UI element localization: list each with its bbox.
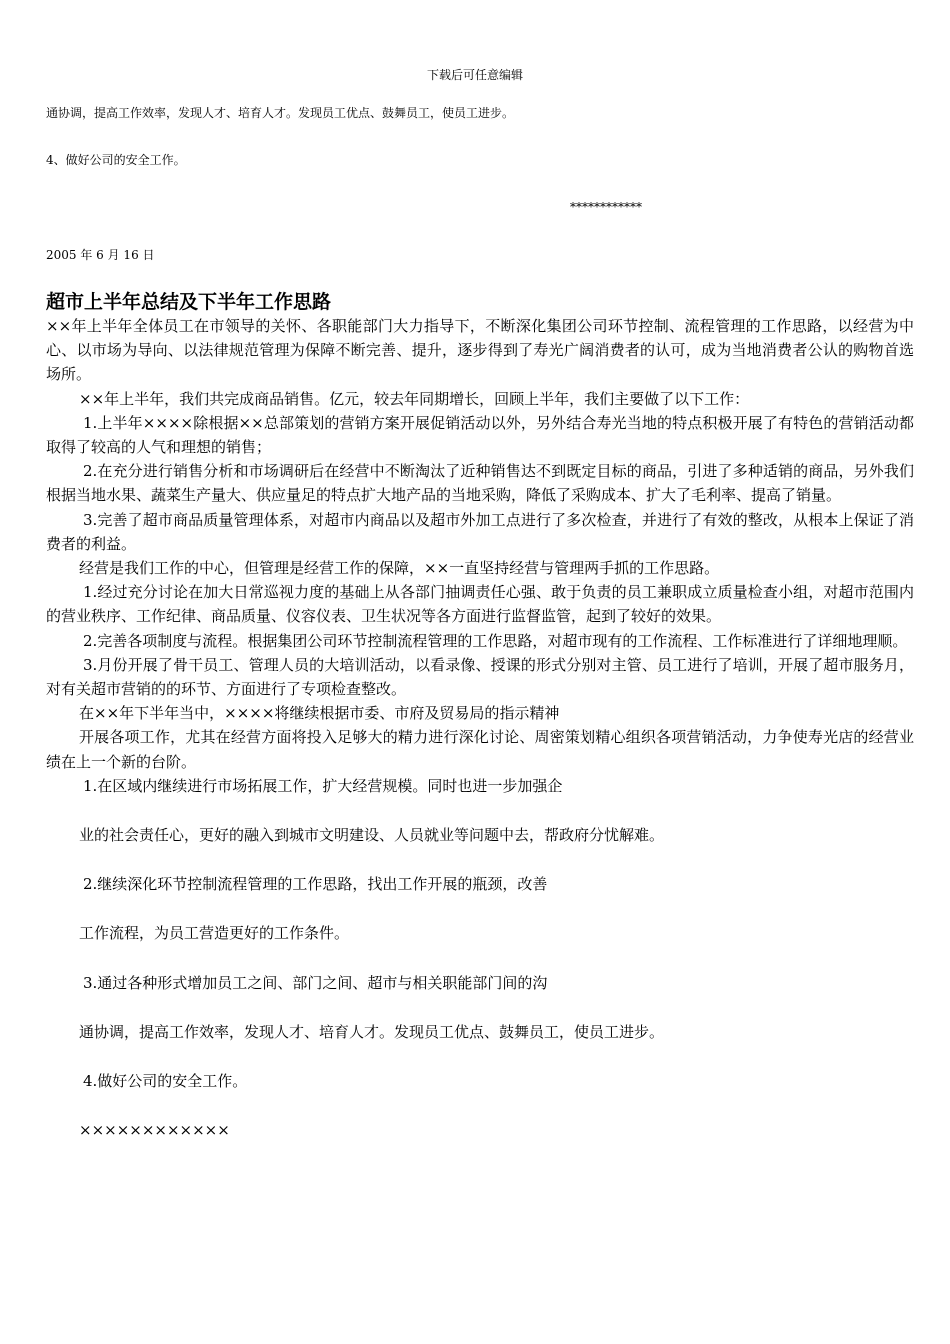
paragraph: 开展各项工作，尤其在经营方面将投入足够大的精力进行深化讨论、周密策划精心组织各项营销活动，力争使寿光店的经营业绩在上一个新的台阶。 (46, 728, 914, 771)
paragraph: 经营是我们工作的中心，但管理是经营工作的保障，××一直坚持经营与管理两手抓的工作思路。 (79, 559, 720, 578)
paragraph: ××年上半年，我们共完成商品销售。亿元，较去年同期增长，回顾上半年，我们主要做了以下工作： (79, 389, 750, 408)
paragraph: 1.经过充分讨论在加大日常巡视力度的基础上从各部门抽调责任心强、敢于负责的员工兼职成立质量检查小组，对超市范围内的营业秩序、工作纪律、商品质量、仪容仪表、卫生状况等各方面进行监督监管，起到了较好的效果。 (46, 583, 914, 626)
document-body (46, 314, 914, 1142)
paragraph: 3.完善了超市商品质量管理体系，对超市内商品以及超市外加工点进行了多次检查，并进行了有效的整改，从根本上保证了消费者的利益。 (46, 510, 914, 553)
paragraph: ×××××××××××× (79, 1121, 230, 1140)
paragraph: 2.完善各项制度与流程。根据集团公司环节控制流程管理的工作思路，对超市现有的工作流程、工作标准进行了详细地理顺。 (83, 631, 908, 650)
paragraph: 通协调，提高工作效率，发现人才、培育人才。发现员工优点、鼓舞员工，使员工进步。 (79, 1022, 665, 1041)
paragraph: 2.在充分进行销售分析和市场调研后在经营中不断淘汰了近种销售达不到既定目标的商品，引进了多种适销的商品，另外我们根据当地水果、蔬菜生产量大、供应量足的特点扩大地产品的当地采购，降低了采购成本、扩大了毛利率、提高了销量。 (46, 462, 914, 505)
page-header: 下载后可任意编辑 (426, 68, 523, 82)
paragraph: 1.上半年××××除根据××总部策划的营销方案开展促销活动以外，另外结合寿光当地的特点积极开展了有特色的营销活动都取得了较高的人气和理想的销售； (46, 413, 914, 457)
paragraph: 1.在区域内继续进行市场拓展工作，扩大经营规模。同时也进一步加强企 (83, 776, 563, 795)
date: 2005 年 6 月 16 日 (46, 248, 155, 262)
top-line-2: 4、做好公司的安全工作。 (46, 153, 186, 167)
paragraph: 业的社会责任心，更好的融入到城市文明建设、人员就业等问题中去，帮政府分忧解难。 (79, 826, 665, 845)
paragraph: 4.做好公司的安全工作。 (83, 1072, 248, 1091)
document-title: 超市上半年总结及下半年工作思路 (46, 291, 332, 313)
paragraph: 3.通过各种形式增加员工之间、部门之间、超市与相关职能部门间的沟 (83, 973, 548, 992)
paragraph: 2.继续深化环节控制流程管理的工作思路，找出工作开展的瓶颈，改善 (83, 875, 548, 894)
top-line-1: 通协调，提高工作效率，发现人才、培育人才。发现员工优点、鼓舞员工，使员工进步。 (46, 106, 515, 120)
paragraph: ××年上半年全体员工在市领导的关怀、各职能部门大力指导下，不断深化集团公司环节控制、流程管理的工作思路，以经营为中心、以市场为导向、以法律规范管理为保障不断完善、提升，逐步得到了寿光广阔消费者的认可，成为当地消费者公认的购物首选场所。 (46, 317, 914, 384)
paragraph: 3.月份开展了骨干员工、管理人员的大培训活动，以看录像、授课的形式分别对主管、员工进行了培训，开展了超市服务月，对有关超市营销的的环节、方面进行了专项检查整改。 (46, 655, 914, 699)
paragraph: 工作流程，为员工营造更好的工作条件。 (79, 924, 350, 943)
paragraph: 在××年下半年当中，××××将继续根据市委、市府及贸易局的指示精神 (79, 704, 560, 723)
signature: ************ (570, 200, 642, 214)
